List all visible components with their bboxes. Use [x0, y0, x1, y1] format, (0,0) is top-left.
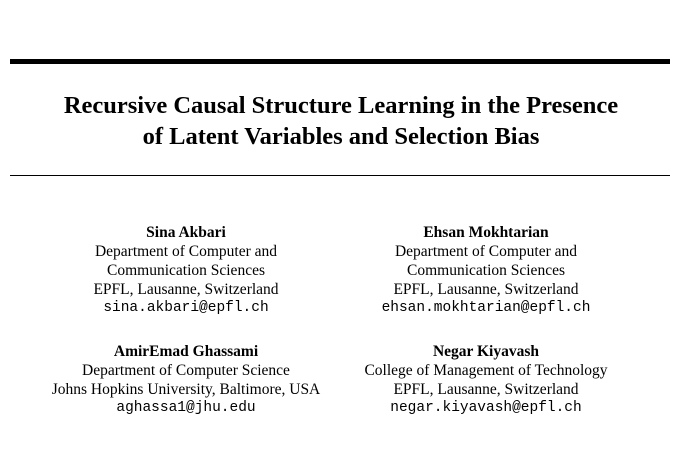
author-email: sina.akbari@epfl.ch [103, 300, 269, 316]
author-affiliation: EPFL, Lausanne, Switzerland [93, 281, 279, 298]
author-block-amiremad-ghassami [16, 342, 356, 418]
author-affiliation: EPFL, Lausanne, Switzerland [393, 281, 579, 298]
author-affiliation: Communication Sciences [407, 262, 565, 279]
author-affiliation: Department of Computer Science [82, 362, 290, 379]
paper-title [0, 90, 682, 152]
paper-title-line-2: of Latent Variables and Selection Bias [142, 123, 540, 150]
author-affiliation: Johns Hopkins University, Baltimore, USA [51, 381, 321, 398]
author-name: AmirEmad Ghassami [113, 343, 259, 360]
author-block-ehsan-mokhtarian [316, 223, 656, 318]
author-email: ehsan.mokhtarian@epfl.ch [381, 300, 591, 316]
author-affiliation: EPFL, Lausanne, Switzerland [393, 381, 579, 398]
author-name: Negar Kiyavash [432, 343, 540, 360]
title-bottom-rule [10, 175, 670, 176]
author-affiliation: Department of Computer and [94, 243, 278, 260]
author-email: aghassa1@jhu.edu [116, 400, 256, 416]
paper-title-line-1: Recursive Causal Structure Learning in the Presence [63, 92, 619, 119]
author-block-negar-kiyavash [316, 342, 656, 418]
title-top-rule [10, 59, 670, 64]
author-name: Sina Akbari [146, 224, 226, 241]
author-block-sina-akbari [16, 223, 356, 318]
author-affiliation: Department of Computer and [394, 243, 578, 260]
author-email: negar.kiyavash@epfl.ch [390, 400, 582, 416]
author-name: Ehsan Mokhtarian [423, 224, 549, 241]
author-affiliation: Communication Sciences [107, 262, 265, 279]
author-affiliation: College of Management of Technology [364, 362, 608, 379]
